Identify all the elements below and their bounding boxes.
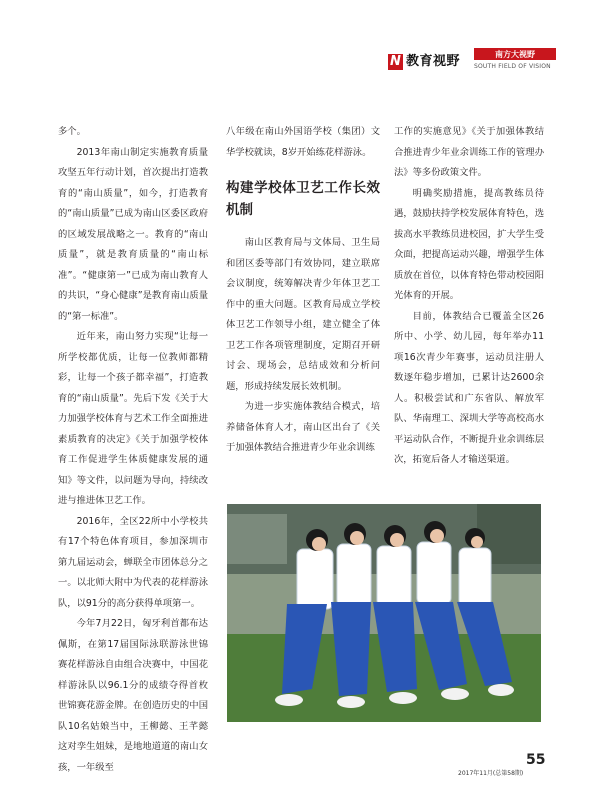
paragraph: 多个。 bbox=[58, 126, 86, 137]
paragraph: 为进一步实施体教结合模式，培养储备体育人才，南山区出台了《关于加强体教结合推进青少年业余训练 bbox=[226, 401, 380, 453]
column-3 bbox=[394, 122, 544, 471]
section-tag: 南方大视野 bbox=[474, 48, 556, 60]
section-heading: 构建学校体卫艺工作长效机制 bbox=[226, 180, 380, 218]
paragraph: 八年级在南山外国语学校（集团）文华学校就读，8岁开始练花样游泳。 bbox=[226, 126, 380, 158]
paragraph: 近年来，南山努力实现“让每一所学校都优质，让每一位教师都精彩，让每一个孩子都幸福”，打造教育的“南山质量”。先后下发《关于大力加强学校体育与艺术工作全面推进素质教育的决定》《关于加强学校体育工作促进学生体质健康发展的通知》等文件，以问题为导向，持续改进与推进体卫艺工作。 bbox=[58, 331, 208, 506]
column-2 bbox=[226, 122, 380, 459]
paragraph: 今年7月22日，匈牙利首都布达佩斯，在第17届国际泳联游泳世锦赛花样游泳自由组合决赛中，中国花样游泳队以96.1分的成绩夺得首枚世锦赛花游金牌。在创造历史的中国队10名姑娘当中，王柳懿、王芊懿这对孪生姐妹，是地地道道的南山女孩，一年级至 bbox=[58, 618, 208, 773]
students-running-photo bbox=[227, 504, 541, 722]
paragraph: 明确奖励措施，提高教练员待遇，鼓励扶持学校发展体育特色，选拔高水平教练员进校园，扩大学生受众面，把提高运动兴趣，增强学生体质放在首位，以体育特色带动校园阳光体育的开展。 bbox=[394, 187, 544, 301]
paragraph: 南山区教育局与文体局、卫生局和团区委等部门有效协同，建立联席会议制度，统筹解决青少年体卫艺工作中的重大问题。区教育局成立学校体卫艺工作领导小组，建立健全了体卫艺工作各项管理制度，定期召开研讨会、现场会，总结成效和分析问题，形成持续发展长效机制。 bbox=[226, 237, 380, 392]
paragraph: 工作的实施意见》《关于加强体教结合推进青少年业余训练工作的管理办法》等多份政策文件。 bbox=[394, 126, 544, 178]
column-1 bbox=[58, 122, 208, 778]
paragraph: 2016年，全区22所中小学校共有17个特色体育项目，参加深圳市第九届运动会，蝉联全市团体总分之一。以北师大附中为代表的花样游泳队，以91分的高分获得单项第一。 bbox=[58, 515, 208, 609]
page-number: 55 bbox=[526, 752, 546, 768]
issue-info: 2017年11月(总第58期) bbox=[458, 770, 524, 777]
section-title: 教育视野 bbox=[406, 54, 461, 69]
section-subtitle: SOUTH FIELD OF VISION bbox=[474, 63, 551, 70]
paragraph: 目前，体教结合已覆盖全区26所中、小学、幼儿园，每年举办11项16次青少年赛事，运动员注册人数逐年稳步增加，已累计达2600余人。积极尝试和广东省队、解放军队、华南理工、深圳大学等高校高水平运动队合作，不断提升业余训练层次，拓宽后备人才输送渠道。 bbox=[394, 310, 544, 465]
paragraph: 2013年南山制定实施教育质量攻坚五年行动计划，首次提出打造教育的“南山质量”，如今，打造教育的“南山质量”已成为南山区委区政府的区域发展战略之一。教育的“南山质量”，就是教育质量的“南山标准”。“健康第一”已成为南山教育人的共识，“身心健康”是教育南山质量的“第一标准”。 bbox=[58, 146, 208, 322]
magazine-logo: N bbox=[388, 54, 403, 70]
magazine-header bbox=[388, 48, 558, 76]
photo-illustration bbox=[227, 504, 541, 722]
